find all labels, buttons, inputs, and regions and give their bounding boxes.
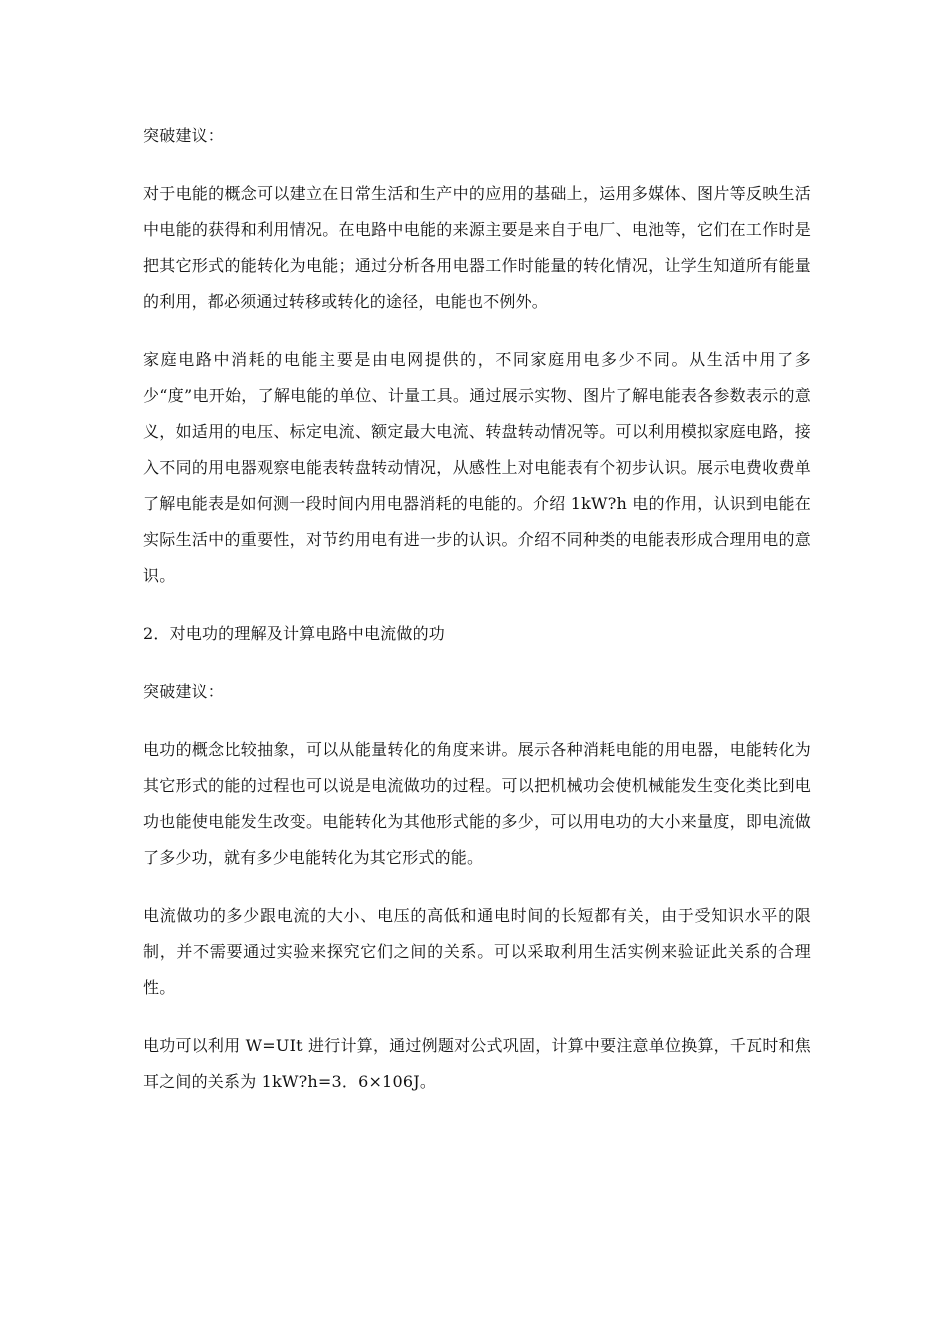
section-title: 2．对电功的理解及计算电路中电流做的功 [143, 624, 445, 643]
paragraph-work-factors: 电流做功的多少跟电流的大小、电压的高低和通电时间的长短都有关，由于受知识水平的限制，并不需要通过实验来探究它们之间的关系。可以采取利用生活实例来验证此关系的合理性。 [143, 906, 811, 997]
paragraph-formula: 电功可以利用 W=UIt 进行计算，通过例题对公式巩固，计算中要注意单位换算，千瓦时和焦耳之间的关系为 1kW?h=3．6×106J。 [143, 1036, 811, 1091]
paragraph-electric-work: 电功的概念比较抽象，可以从能量转化的角度来讲。展示各种消耗电能的用电器，电能转化为其它形式的能的过程也可以说是电流做功的过程。可以把机械功会使机械能发生变化类比到电功也能使电能发生改变。电能转化为其他形式能的多少，可以用电功的大小来量度，即电流做了多少功，就有多少电能转化为其它形式的能。 [143, 740, 811, 867]
suggestion-heading: 突破建议： [143, 682, 225, 701]
paragraph-household-circuit: 家庭电路中消耗的电能主要是由电网提供的，不同家庭用电多少不同。从生活中用了多少“度”电开始，了解电能的单位、计量工具。通过展示实物、图片了解电能表各参数表示的意义，如适用的电压、标定电流、额定最大电流、转盘转动情况等。可以利用模拟家庭电路，接入不同的用电器观察电能表转盘转动情况，从感性上对电能表有个初步认识。展示电费收费单了解电能表是如何测一段时间内用电器消耗的电能的。介绍 1kW?h 电的作用，认识到电能在实际生活中的重要性，对节约用电有进一步的认识。介绍不同种类的电能表形成合理用电的意识。 [143, 350, 811, 585]
suggestion-heading: 突破建议： [143, 126, 225, 145]
paragraph-energy-concept: 对于电能的概念可以建立在日常生活和生产中的应用的基础上，运用多媒体、图片等反映生活中电能的获得和利用情况。在电路中电能的来源主要是来自于电厂、电池等，它们在工作时是把其它形式的能转化为电能；通过分析各用电器工作时能量的转化情况，让学生知道所有能量的利用，都必须通过转移或转化的途径，电能也不例外。 [143, 184, 811, 311]
document-page [143, 118, 811, 1100]
